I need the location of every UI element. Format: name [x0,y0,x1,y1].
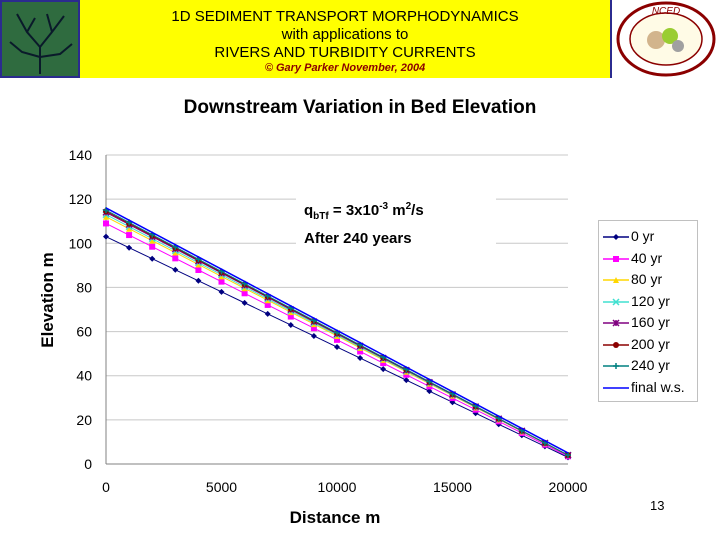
legend-label: 80 yr [631,271,663,287]
legend-label: 200 yr [631,335,670,352]
legend-item [599,227,697,247]
annotation-line-2: After 240 years [304,230,412,247]
legend-swatch [601,335,631,355]
data-point [126,232,132,238]
series-0-yr [103,234,571,461]
data-point [311,333,317,339]
data-point [149,244,155,250]
data-point [613,342,619,348]
copyright-notice: © Gary Parker November, 2004 [264,62,426,74]
y-tick-label: 120 [68,191,92,208]
data-point [403,377,409,383]
annotation-box [296,196,496,247]
legend-label: 120 yr [631,292,670,309]
x-tick-label: 5000 [205,479,238,495]
data-point [172,255,178,261]
data-point [219,289,225,295]
data-point [103,234,109,240]
legend-label: 0 yr [631,228,655,244]
data-point [126,245,132,251]
data-point [265,311,271,317]
data-point [334,344,340,350]
legend-item [599,378,697,398]
data-point [288,322,294,328]
data-point [195,267,201,273]
legend-item [599,313,697,333]
legend-swatch [601,227,631,247]
logo-text: NCED [651,6,681,17]
legend-label: final w.s. [631,378,685,395]
legend-label: 160 yr [631,314,670,330]
legend-item [599,335,697,355]
legend-swatch [601,378,631,398]
header-line-1: 1D SEDIMENT TRANSPORT MORPHODYNAMICS [171,8,519,25]
legend-item [599,249,697,269]
header-line-3: RIVERS AND TURBIDITY CURRENTS [214,44,476,61]
data-point [149,256,155,262]
y-tick-label: 0 [84,456,92,472]
legend-label: 240 yr [631,357,670,373]
y-tick-label: 20 [76,411,92,428]
legend-swatch [601,270,631,290]
legend-swatch [601,249,631,269]
data-point [357,355,363,361]
x-tick-label: 10000 [317,479,357,495]
legend-item [599,356,697,376]
chart-title: Downstream Variation in Bed Elevation [183,97,537,118]
data-point [242,300,248,306]
data-point [613,234,619,240]
x-tick-label: 20000 [548,479,588,495]
series-40-yr [103,220,571,459]
data-point [613,363,619,369]
data-point [103,220,109,226]
legend-swatch [601,292,631,312]
y-tick-label: 60 [76,323,92,340]
legend-swatch [601,356,631,376]
x-tick-label: 15000 [433,479,472,495]
data-point [219,279,225,285]
legend-swatch [601,313,631,333]
y-axis-label: Elevation m [38,252,57,348]
legend-label: 40 yr [631,249,663,266]
x-tick-label: 0 [102,479,110,495]
legend-item [599,270,697,290]
chart-legend [598,220,698,402]
data-point [195,278,201,284]
data-point [613,256,619,262]
annotation-line-1: $q_{bTf} = 3x10^{-3}$ $m^2/s$ [304,201,424,222]
header-line-2: with applications to [281,26,409,43]
y-tick-label: 100 [68,235,92,252]
y-tick-label: 80 [76,279,92,296]
y-tick-label: 40 [76,367,92,384]
data-point [172,267,178,273]
data-point [380,366,386,372]
y-tick-label: 140 [68,147,92,163]
legend-item [599,292,697,312]
x-axis-label: Distance m [289,508,381,527]
page-number: 13 [650,498,665,513]
